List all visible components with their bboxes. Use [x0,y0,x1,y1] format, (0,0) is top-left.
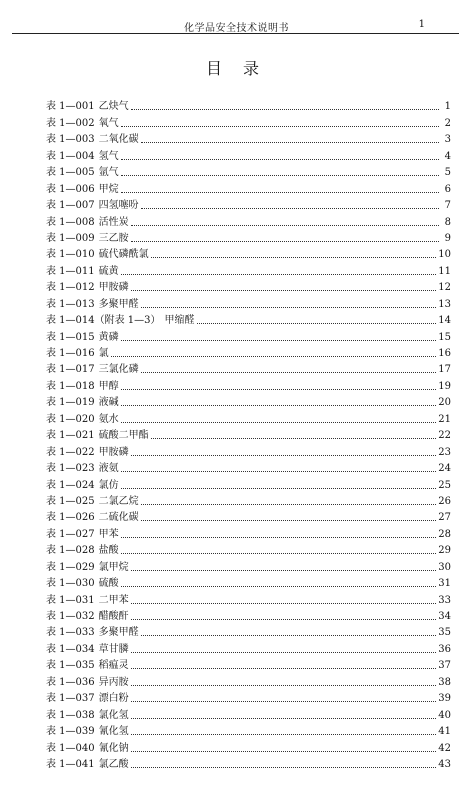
toc-entry[interactable] [46,689,451,705]
toc-entry-code: 表 1—010 [46,249,95,261]
toc-entry-name: 二硫化碳 [98,512,139,524]
toc-entry[interactable] [46,229,451,245]
toc-entry-page: 43 [438,758,451,770]
toc-entry-page: 11 [438,265,451,277]
toc-dot-leader [141,634,437,636]
toc-entry[interactable] [46,245,451,261]
toc-entry[interactable] [46,590,451,606]
toc-entry-code: 表 1—034 [46,643,95,655]
toc-entry-code: 表 1—035 [46,660,95,672]
toc-entry-page: 21 [438,413,451,425]
toc-entry-name: 稻瘟灵 [98,660,129,672]
toc-entry[interactable] [46,113,451,129]
toc-entry-page: 8 [444,216,451,228]
toc-entry-code: 表 1—004 [46,150,95,162]
toc-entry[interactable] [46,705,451,721]
toc-entry-page: 35 [438,627,451,639]
toc-entry-code: 表 1—026 [46,512,95,524]
toc-dot-leader [111,355,437,357]
toc-entry-code: 表 1—002 [46,117,95,129]
toc-entry-code: 表 1—011 [46,265,95,277]
toc-entry-name: 草甘膦 [98,643,129,655]
toc-entry-page: 39 [438,693,451,705]
toc-heading: 目 录 [205,59,268,78]
toc-entry-page: 27 [438,512,451,524]
toc-entry-page: 23 [438,446,451,458]
toc-entry-name: 氰化钠 [98,742,129,754]
toc-entry-code: 表 1—005 [46,167,95,179]
toc-dot-leader [131,240,439,242]
toc-dot-leader [131,667,437,669]
toc-entry[interactable] [46,311,451,327]
toc-entry-page: 9 [444,232,451,244]
toc-entry-page: 22 [438,430,451,442]
toc-entry-name: 醋酸酐 [98,611,129,622]
toc-entry[interactable] [46,376,451,392]
toc-entry-page: 25 [438,479,451,491]
toc-entry-page: 10 [438,249,451,261]
toc-dot-leader [151,256,437,258]
toc-entry[interactable] [46,557,451,573]
toc-entry-page: 17 [438,364,451,376]
toc-entry-code: 表 1—041 [46,758,95,770]
toc-entry-name: 液氨 [98,463,119,475]
toc-entry[interactable] [46,541,451,557]
toc-entry-name: 甲缩醛 [164,315,195,327]
toc-entry-name: 氰化氢 [98,726,129,738]
toc-entry-name: 三乙胺 [98,232,129,244]
toc-entry-code: 表 1—037 [46,693,95,705]
toc-dot-leader [121,552,437,554]
toc-entry-name: 硫黄 [98,265,119,277]
toc-entry-page: 41 [438,726,451,738]
toc-entry-name: 氯甲烷 [98,561,129,573]
toc-entry-code: 表 1—023 [46,463,95,475]
toc-entry[interactable] [46,672,451,688]
toc-entry[interactable] [46,524,451,540]
toc-entry-code: 表 1—017 [46,364,95,376]
toc-entry-code: 表 1—020 [46,413,95,425]
toc-entry-page: 38 [438,676,451,688]
toc-entry-code: 表 1—031 [46,594,95,606]
toc-entry[interactable] [46,607,451,623]
toc-dot-leader [131,618,437,620]
toc-entry-page: 2 [444,117,451,129]
toc-entry[interactable] [46,656,451,672]
toc-entry-code: 表 1—015 [46,331,95,343]
toc-entry-code: 表 1—001 [46,101,95,113]
toc-entry-code: 表 1—006 [46,183,95,195]
toc-entry-name: 异丙胺 [98,676,129,688]
toc-dot-leader [197,322,437,324]
document-title: 化学品安全技术说明书 [184,23,289,34]
toc-entry[interactable] [46,409,451,425]
toc-entry-page: 4 [444,150,451,162]
toc-entry-code: 表 1—012 [46,282,95,294]
toc-entry[interactable] [46,97,451,113]
toc-dot-leader [121,585,437,587]
toc-entry[interactable] [46,508,451,524]
toc-dot-leader [131,289,437,291]
toc-entry[interactable] [46,722,451,738]
toc-entry-code: 表 1—028 [46,545,95,557]
toc-entry-name: 氧气 [98,117,119,129]
toc-entry-page: 13 [438,298,451,310]
toc-entry-page: 16 [438,348,451,359]
toc-entry-name: 盐酸 [98,545,119,557]
toc-entry[interactable] [46,360,451,376]
toc-entry[interactable] [46,426,451,442]
toc-entry-code: 表 1—036 [46,676,95,688]
toc-entry-name: 液碱 [98,397,119,409]
toc-entry-name: 漂白粉 [98,693,129,705]
toc-entry[interactable] [46,146,451,162]
toc-dot-leader [131,766,437,768]
toc-entry[interactable] [46,196,451,212]
toc-dot-leader [141,371,437,373]
toc-entry-page: 24 [438,463,451,475]
toc-entry-page: 31 [438,578,451,590]
toc-dot-leader [131,108,439,110]
page-number: 1 [418,19,425,30]
toc-entry-code: 表 1—007 [46,200,95,212]
toc-entry-code: 表 1—016 [46,348,95,359]
toc-entry-code: 表 1—027 [46,528,95,540]
toc-dot-leader [121,273,437,275]
toc-entry-name: 活性炭 [98,216,129,228]
toc-entry-page: 36 [438,643,451,655]
toc-entry-name: 硫代磷酰氯 [98,249,149,261]
toc-dot-leader [121,125,439,127]
toc-dot-leader [151,437,437,439]
toc-entry[interactable] [46,442,451,458]
toc-dot-leader [131,569,437,571]
toc-dot-leader [141,207,439,209]
toc-entry-name: 四氢噻吩 [98,200,139,212]
toc-entry-page: 30 [438,561,451,573]
toc-dot-leader [131,717,437,719]
toc-entry-page: 28 [438,528,451,540]
toc-entry-page: 3 [444,134,451,146]
toc-entry-page: 19 [438,380,451,392]
toc-entry[interactable] [46,755,451,771]
toc-entry-code: 表 1—039 [46,726,95,738]
toc-entry-code: 表 1—022 [46,446,95,458]
toc-entry-code: 表 1—013 [46,298,95,310]
toc-entry-code: 表 1—032 [46,611,95,622]
toc-dot-leader [141,503,437,505]
toc-entry-name: 氩气 [98,167,119,179]
toc-entry-name: 甲苯 [98,528,119,540]
toc-entry[interactable] [46,278,451,294]
toc-dot-leader [121,174,439,176]
toc-entry[interactable] [46,344,451,360]
toc-entry-code: 表 1—018 [46,380,95,392]
toc-entry-page: 26 [438,495,451,507]
toc-dot-leader [121,158,439,160]
toc-entry-page: 6 [444,183,451,195]
toc-entry-name: 二甲苯 [98,594,129,606]
toc-entry-code: 表 1—014（附表 1—3） [46,315,161,327]
header-divider [12,33,459,34]
toc-dot-leader [121,421,437,423]
toc-entry-code: 表 1—019 [46,397,95,409]
toc-entry[interactable] [46,393,451,409]
toc-entry-code: 表 1—009 [46,232,95,244]
toc-entry-page: 14 [438,315,451,327]
toc-entry-name: 黄磷 [98,331,119,343]
page-header [0,0,473,38]
toc-entry-code: 表 1—003 [46,134,95,146]
toc-entry-page: 40 [438,709,451,721]
toc-dot-leader [131,224,439,226]
toc-dot-leader [121,487,437,489]
toc-entry-name: 乙炔气 [98,101,129,113]
toc-dot-leader [121,536,437,538]
toc-entry-code: 表 1—030 [46,578,95,590]
toc-entry[interactable] [46,475,451,491]
toc-entry-code: 表 1—029 [46,561,95,573]
toc-entry-code: 表 1—025 [46,495,95,507]
toc-entry-name: 氨水 [98,413,119,425]
toc-entry-name: 三氯化磷 [98,364,139,376]
toc-entry[interactable] [46,738,451,754]
toc-entry-page: 7 [444,200,451,212]
toc-entry-name: 氯化氢 [98,709,129,721]
toc-dot-leader [131,733,437,735]
toc-entry-page: 37 [438,660,451,672]
toc-dot-leader [131,602,437,604]
toc-entry-name: 多聚甲醛 [98,298,139,310]
toc-entry[interactable] [46,639,451,655]
toc-entry[interactable] [46,327,451,343]
toc-dot-leader [131,750,437,752]
toc-entry-code: 表 1—038 [46,709,95,721]
toc-entry-name: 多聚甲醛 [98,627,139,639]
toc-entry-name: 二氯乙烷 [98,495,139,507]
toc-entry-name: 甲胺磷 [98,446,129,458]
toc-entry-name: 氢气 [98,150,119,162]
table-of-contents [46,97,451,771]
toc-entry-page: 5 [444,167,451,179]
toc-entry[interactable] [46,261,451,277]
toc-entry[interactable] [46,574,451,590]
toc-entry-code: 表 1—040 [46,742,95,754]
toc-entry-code: 表 1—024 [46,479,95,491]
toc-dot-leader [141,141,439,143]
toc-entry-page: 33 [438,594,451,606]
toc-entry-name: 甲醇 [98,380,119,392]
toc-dot-leader [121,470,437,472]
toc-dot-leader [131,651,437,653]
toc-dot-leader [131,684,437,686]
toc-entry[interactable] [46,623,451,639]
toc-entry-name: 硫酸二甲酯 [98,430,149,442]
toc-entry-page: 42 [438,742,451,754]
toc-entry[interactable] [46,459,451,475]
toc-entry-name: 甲胺磷 [98,282,129,294]
toc-dot-leader [121,404,437,406]
toc-dot-leader [141,306,437,308]
toc-entry[interactable] [46,212,451,228]
toc-entry-page: 29 [438,545,451,557]
toc-entry[interactable] [46,294,451,310]
toc-entry-name: 硫酸 [98,578,119,590]
toc-entry[interactable] [46,179,451,195]
toc-entry[interactable] [46,130,451,146]
toc-entry-page: 34 [438,611,451,622]
toc-entry[interactable] [46,163,451,179]
toc-dot-leader [121,388,437,390]
toc-entry-page: 15 [438,331,451,343]
toc-entry[interactable] [46,492,451,508]
toc-entry-page: 1 [444,101,451,113]
toc-dot-leader [131,700,437,702]
toc-entry-name: 甲烷 [98,183,119,195]
toc-entry-page: 12 [438,282,451,294]
toc-dot-leader [121,339,437,341]
toc-entry-page: 20 [438,397,451,409]
toc-entry-code: 表 1—008 [46,216,95,228]
toc-entry-name: 氯乙酸 [98,758,129,770]
toc-dot-leader [131,454,437,456]
toc-entry-name: 二氧化碳 [98,134,139,146]
toc-dot-leader [121,191,439,193]
toc-entry-code: 表 1—021 [46,430,95,442]
toc-dot-leader [141,519,437,521]
toc-entry-code: 表 1—033 [46,627,95,639]
toc-entry-name: 氯仿 [98,479,119,491]
toc-entry-name: 氯 [98,348,109,359]
